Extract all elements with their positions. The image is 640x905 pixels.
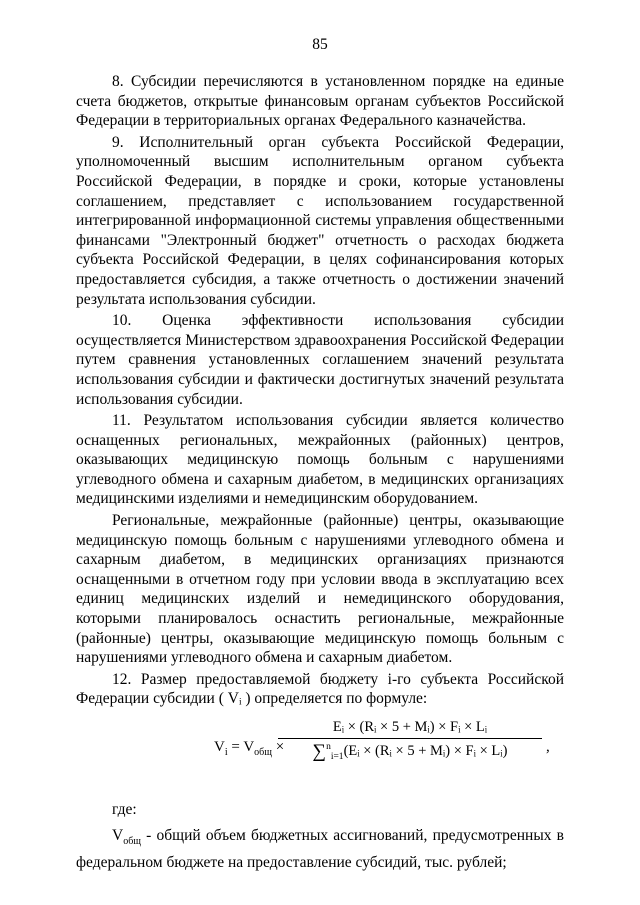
page-number: 85	[312, 36, 328, 53]
formula-eq: = V	[227, 739, 255, 755]
paragraph-12: 12. Размер предоставляемой бюджету i-го субъекта Российской Федерации субсидии ( Vᵢ ) определяется по формуле:	[76, 670, 564, 708]
where-label: где:	[112, 801, 137, 818]
sum-lower: i=1	[330, 751, 344, 762]
formula-fraction	[276, 719, 544, 763]
formula-comma: ,	[546, 739, 550, 755]
formula-denominator: (Eᵢ × (Rᵢ × 5 + Mᵢ) × Fᵢ × Lᵢ)	[343, 743, 508, 759]
definition-var-letter: V	[112, 827, 124, 844]
formula-lhs-sub: i	[224, 747, 228, 758]
definition-text: - общий объем бюджетных ассигнований, предусмотренных в федеральном бюджете на предоставление субсидий, тыс. рублей;	[76, 827, 564, 872]
paragraph-11-continued: Региональные, межрайонные (районные) центры, оказывающие медицинскую помощь больным с нарушениями углеводного обмена и сахарным диабетом, в медицинских организациях признаются оснащенными в отчетном году при условии ввода в эксплуатацию всех единиц медицинских изделий и немедицинского оборудования, которыми планировалось оснастить региональные, межрайонные (районные) центры, оказывающие медицинскую помощь больным с нарушениями углеводного обмена и сахарным диабетом.	[76, 512, 564, 667]
paragraph-8: 8. Субсидии перечисляются в установленном порядке на единые счета бюджетов, открытые финансовым органам субъектов Российской Федерации в территориальных органах Федерального казначейства.	[76, 73, 564, 130]
definition-v-total	[76, 825, 564, 873]
paragraph-11: 11. Результатом использования субсидии является количество оснащенных региональных, межрайонных (районных) центров, оказывающих медицинскую помощь больным с нарушениями углеводного обмена и сахарным диабетом, в медицинских организациях медицинскими изделиями и немедицинским оборудованием.	[76, 412, 564, 508]
paragraph-9: 9. Исполнительный орган субъекта Российской Федерации, уполномоченный высшим исполнительным органом субъекта Российской Федерации, в порядке и сроки, которые установлены соглашением, представляет с использованием государственной интегрированной информационной системы управления общественными финансами "Электронный бюджет" отчетность о расходах бюджета субъекта Российской Федерации, в целях софинансирования которых предоставляется субсидия, а также отчетность о достижении значений результата использования субсидии.	[76, 133, 564, 308]
formula-eq-sub: общ	[254, 747, 272, 758]
formula-lhs	[214, 739, 284, 758]
formula-times: ×	[271, 739, 285, 755]
sum-symbol: ∑	[312, 741, 327, 762]
paragraph-10: 10. Оценка эффективности использования субсидии осуществляется Министерством здравоохранения Российской Федерации путем сравнения установленных соглашением значений результата использования субсидии и фактически достигнутых значений результата использования субсидии.	[76, 312, 564, 408]
definition-var-sub: общ	[123, 836, 141, 848]
formula-lhs-var: V	[214, 739, 225, 755]
formula-numerator: Eᵢ × (Rᵢ × 5 + Mᵢ) × Fᵢ × Lᵢ	[332, 719, 488, 735]
document-body	[76, 72, 564, 873]
subsidy-formula	[76, 719, 564, 779]
definition-var	[112, 827, 141, 848]
formula-denominator-row	[276, 739, 544, 763]
sum-upper: n	[326, 742, 331, 753]
